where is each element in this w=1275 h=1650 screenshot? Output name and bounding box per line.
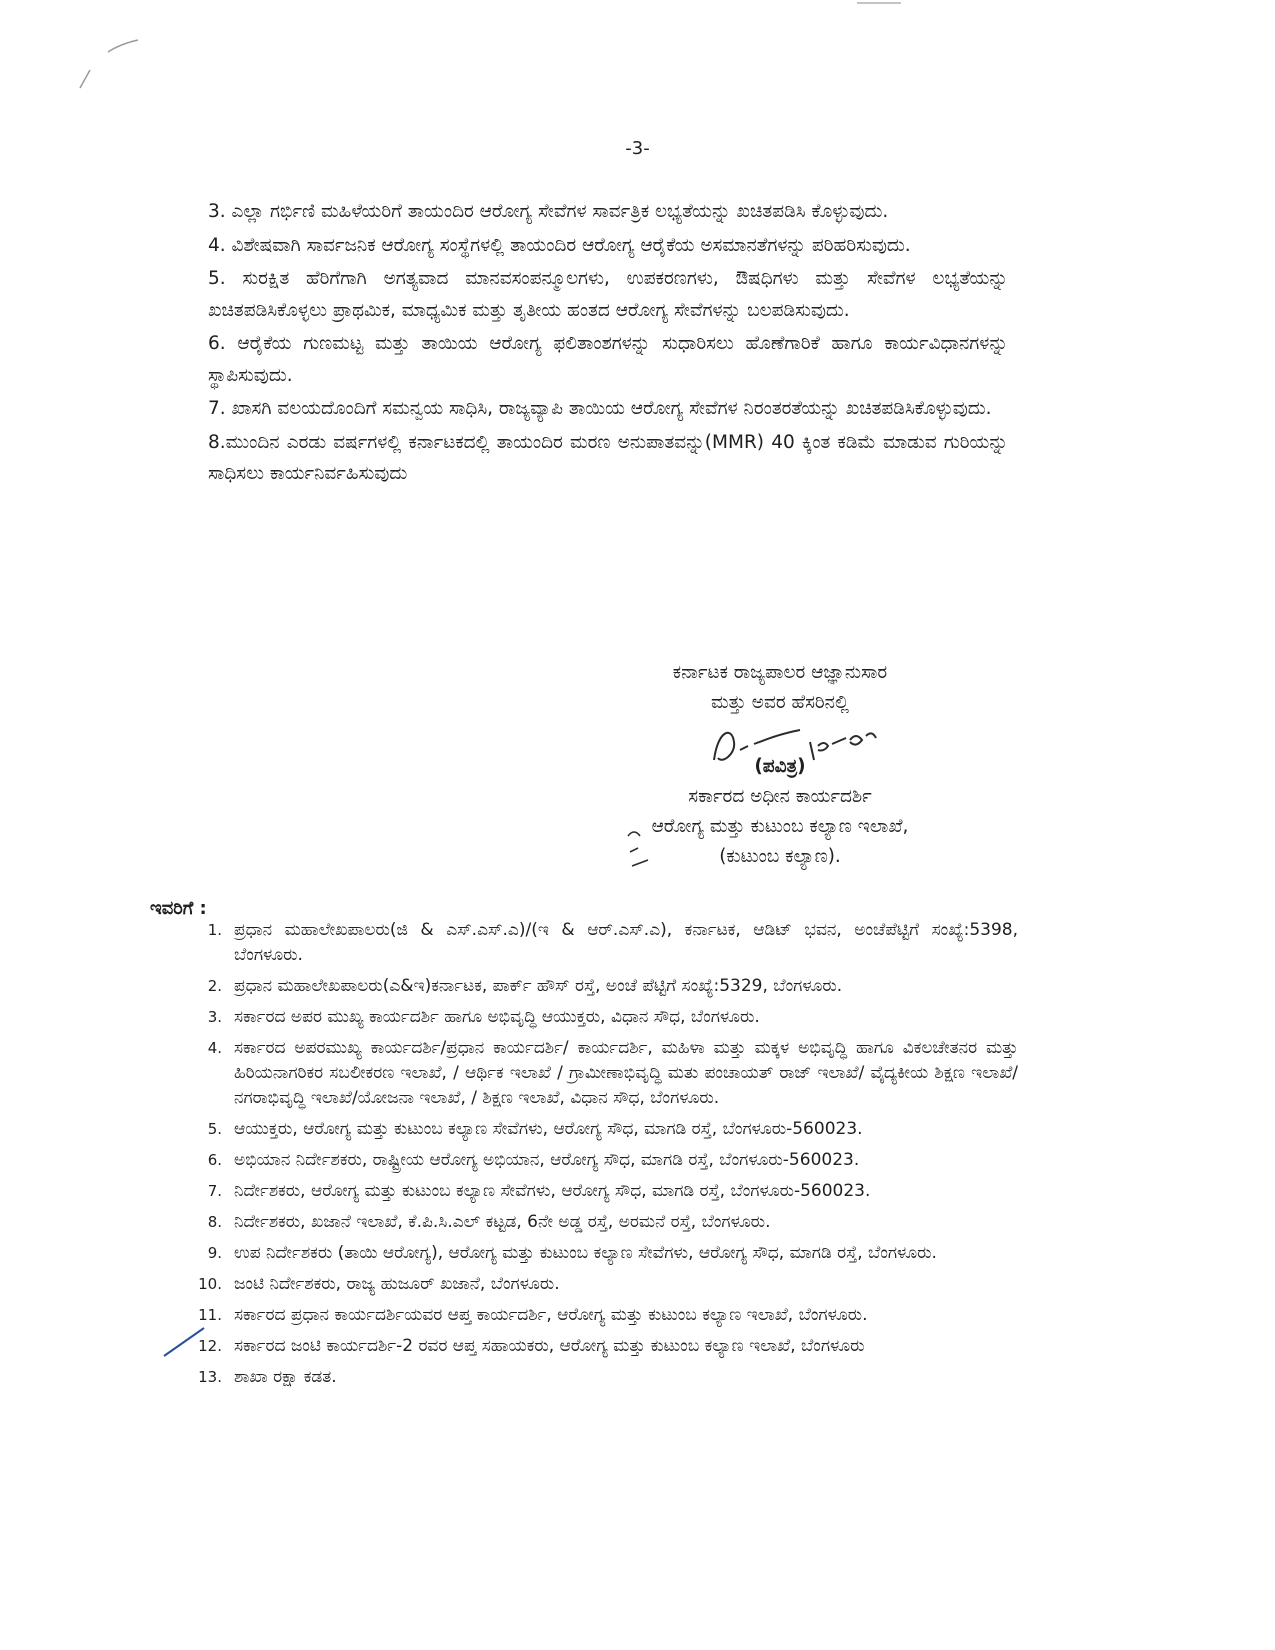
signatory-designation: ಸರ್ಕಾರದ ಅಧೀನ ಕಾರ್ಯದರ್ಶಿ [688, 786, 872, 807]
objectives-list [208, 196, 1008, 492]
initials-scribble-icon [622, 822, 662, 872]
list-item [180, 974, 1018, 999]
objective-item: 3. ಎಲ್ಲಾ ಗರ್ಭಿಣಿ ಮಹಿಳೆಯರಿಗೆ ತಾಯಂದಿರ ಆರೋಗ್ಯ ಸೇವೆಗಳ ಸಾರ್ವತ್ರಿಕ ಲಭ್ಯತೆಯನ್ನು ಖಚಿತಪಡಿಸಿ ಕೊಳ್ಳುವುದು. [208, 201, 889, 222]
item-text: ಸರ್ಕಾರದ ಜಂಟಿ ಕಾರ್ಯದರ್ಶಿ-2 ರವರ ಆಪ್ತ ಸಹಾಯಕರು, ಆರೋಗ್ಯ ಮತ್ತು ಕುಟುಂಬ ಕಲ್ಯಾಣ ಇಲಾಖೆ, ಬೆಂಗಳೂರು [234, 1336, 865, 1356]
scan-mark-icon [60, 30, 150, 100]
list-item [180, 1179, 1018, 1204]
objective-item: 4. ವಿಶೇಷವಾಗಿ ಸಾರ್ವಜನಿಕ ಆರೋಗ್ಯ ಸಂಸ್ಥೆಗಳಲ್ಲಿ ತಾಯಂದಿರ ಆರೋಗ್ಯ ಆರೈಕೆಯ ಅಸಮಾನತೆಗಳನ್ನು ಪರಿಹರಿಸುವುದು. [208, 234, 911, 256]
objective-item: 8.ಮುಂದಿನ ಎರಡು ವರ್ಷಗಳಲ್ಲಿ ಕರ್ನಾಟಕದಲ್ಲಿ ತಾಯಂದಿರ ಮರಣ ಅನುಪಾತವನ್ನು(MMR) 40 ಕ್ಕಿಂತ ಕಡಿಮೆ ಮಾಡುವ ಗುರಿಯನ್ನು ಸಾಧಿಸಲು ಕಾರ್ಯನಿರ್ವಹಿಸುವುದು [208, 431, 1008, 484]
item-number: 9. [207, 1244, 222, 1262]
list-item [180, 1005, 1018, 1030]
item-text: ಉಪ ನಿರ್ದೇಶಕರು (ತಾಯಿ ಆರೋಗ್ಯ), ಆರೋಗ್ಯ ಮತ್ತು ಕುಟುಂಬ ಕಲ್ಯಾಣ ಸೇವೆಗಳು, ಆರೋಗ್ಯ ಸೌಧ, ಮಾಗಡಿ ರಸ್ತೆ, ಬೆಂಗಳೂರು. [234, 1243, 937, 1263]
item-text: ಸರ್ಕಾರದ ಅಪರಮುಖ್ಯ ಕಾರ್ಯದರ್ಶಿ/ಪ್ರಧಾನ ಕಾರ್ಯದರ್ಶಿ/ ಕಾರ್ಯದರ್ಶಿ, ಮಹಿಳಾ ಮತ್ತು ಮಕ್ಕಳ ಅಭಿವೃದ್ಧಿ ಹಾಗೂ ವಿಕಲಚೇತನರ ಮತ್ತು ಹಿರಿಯನಾಗರಿಕರ ಸಬಲೀಕರಣ ಇಲಾಖೆ, / ಆರ್ಥಿಕ ಇಲಾಖೆ / ಗ್ರಾಮೀಣಾಭಿವೃದ್ಧಿ ಮತು ಪಂಚಾಯತ್ ರಾಜ್ ಇಲಾಖೆ/ ವೈದ್ಯಕೀಯ ಶಿಕ್ಷಣ ಇಲಾಖೆ/ನಗರಾಭಿವೃದ್ಧಿ ಇಲಾಖೆ/ಯೋಜನಾ ಇಲಾಖೆ, / ಶಿಕ್ಷಣ ಇಲಾಖೆ, ವಿಧಾನ ಸೌಧ, ಬೆಂಗಳೂರು. [234, 1038, 1018, 1108]
item-number: 3. [207, 1008, 222, 1026]
item-text: ನಿರ್ದೇಶಕರು, ಖಜಾನೆ ಇಲಾಖೆ, ಕೆ.ಪಿ.ಸಿ.ಎಲ್ ಕಟ್ಟಡ, 6ನೇ ಅಡ್ಡ ರಸ್ತೆ, ಅರಮನೆ ರಸ್ತೆ, ಬೆಂಗಳೂರು. [234, 1212, 771, 1232]
list-item [180, 1241, 1018, 1266]
pen-tick-icon [160, 1322, 210, 1362]
item-text: ಸರ್ಕಾರದ ಪ್ರಧಾನ ಕಾರ್ಯದರ್ಶಿಯವರ ಆಪ್ತ ಕಾರ್ಯದರ್ಶಿ, ಆರೋಗ್ಯ ಮತ್ತು ಕುಟುಂಬ ಕಲ್ಯಾಣ ಇಲಾಖೆ, ಬೆಂಗಳೂರು. [234, 1305, 868, 1325]
list-item [180, 1117, 1018, 1142]
item-number: 13. [198, 1368, 222, 1386]
item-text: ಸರ್ಕಾರದ ಅಪರ ಮುಖ್ಯ ಕಾರ್ಯದರ್ಶಿ ಹಾಗೂ ಅಭಿವೃದ್ಧಿ ಆಯುಕ್ತರು, ವಿಧಾನ ಸೌಧ, ಬೆಂಗಳೂರು. [234, 1007, 760, 1027]
item-number: 6. [207, 1151, 222, 1169]
list-item [180, 1148, 1018, 1173]
list-item [180, 1272, 1018, 1297]
item-text: ಆಯುಕ್ತರು, ಆರೋಗ್ಯ ಮತ್ತು ಕುಟುಂಬ ಕಲ್ಯಾಣ ಸೇವೆಗಳು, ಆರೋಗ್ಯ ಸೌಧ, ಮಾಗಡಿ ರಸ್ತೆ, ಬೆಂಗಳೂರು-560023. [234, 1119, 863, 1139]
item-text: ಜಂಟಿ ನಿರ್ದೇಶಕರು, ರಾಜ್ಯ ಹುಜೂರ್ ಖಜಾನೆ, ಬೆಂಗಳೂರು. [234, 1274, 560, 1294]
item-text: ಪ್ರಧಾನ ಮಹಾಲೇಖಪಾಲರು(ಎ&ಇ)ಕರ್ನಾಟಕ, ಪಾರ್ಕ್ ಹೌಸ್ ರಸ್ತೆ, ಅಂಚೆ ಪೆಟ್ಟಿಗೆ ಸಂಖ್ಯೆ:5329, ಬೆಂಗಳೂರು. [234, 976, 843, 996]
signatory-name: (ಪವಿತ್ರ) [754, 756, 806, 777]
list-item [180, 1210, 1018, 1235]
objective-item: 7. ಖಾಸಗಿ ವಲಯದೊಂದಿಗೆ ಸಮನ್ವಯ ಸಾಧಿಸಿ, ರಾಜ್ಯವ್ಯಾಪಿ ತಾಯಿಯ ಆರೋಗ್ಯ ಸೇವೆಗಳ ನಿರಂತರತೆಯನ್ನು ಖಚಿತಪಡಿಸಿಕೊಳ್ಳುವುದು. [208, 398, 992, 419]
item-number: 12. [198, 1337, 222, 1355]
item-number: 8. [207, 1213, 222, 1231]
item-text: ಶಾಖಾ ರಕ್ಷಾ ಕಡತ. [234, 1367, 337, 1387]
objective-item: 6. ಆರೈಕೆಯ ಗುಣಮಟ್ಟ ಮತ್ತು ತಾಯಿಯ ಆರೋಗ್ಯ ಫಲಿತಾಂಶಗಳನ್ನು ಸುಧಾರಿಸಲು ಹೊಣೆಗಾರಿಕೆ ಹಾಗೂ ಕಾರ್ಯವಿಧಾನಗಳನ್ನು ಸ್ಥಾಪಿಸುವುದು. [208, 333, 1008, 386]
item-number: 7. [207, 1182, 222, 1200]
item-number: 10. [198, 1275, 222, 1293]
signatory-department: ಆರೋಗ್ಯ ಮತ್ತು ಕುಟುಂಬ ಕಲ್ಯಾಣ ಇಲಾಖೆ, [651, 816, 909, 837]
item-text: ನಿರ್ದೇಶಕರು, ಆರೋಗ್ಯ ಮತ್ತು ಕುಟುಂಬ ಕಲ್ಯಾಣ ಸೇವೆಗಳು, ಆರೋಗ್ಯ ಸೌಧ, ಮಾಗಡಿ ರಸ್ತೆ, ಬೆಂಗಳೂರು-560023. [234, 1181, 871, 1201]
list-item [180, 918, 1018, 968]
item-number: 1. [207, 921, 222, 939]
authority-line: ಕರ್ನಾಟಕ ರಾಜ್ಯಪಾಲರ ಆಜ್ಞಾನುಸಾರ [672, 662, 888, 683]
list-item [180, 1365, 1018, 1390]
list-item [180, 1036, 1018, 1111]
authority-line: ಮತ್ತು ಅವರ ಹೆಸರಿನಲ್ಲಿ [711, 692, 849, 713]
item-number: 4. [207, 1039, 222, 1057]
signatory-section: (ಕುಟುಂಬ ಕಲ್ಯಾಣ). [719, 846, 841, 867]
list-item [180, 1334, 1018, 1359]
scan-edge-icon [855, 0, 905, 8]
list-item [180, 1303, 1018, 1328]
recipients-list [180, 918, 1018, 1396]
objective-item: 5. ಸುರಕ್ಷಿತ ಹೆರಿಗೆಗಾಗಿ ಅಗತ್ಯವಾದ ಮಾನವಸಂಪನ್ಮೂಲಗಳು, ಉಪಕರಣಗಳು, ಔಷಧಿಗಳು ಮತ್ತು ಸೇವೆಗಳ ಲಭ್ಯತೆಯನ್ನು ಖಚಿತಪಡಿಸಿಕೊಳ್ಳಲು ಪ್ರಾಥಮಿಕ, ಮಾಧ್ಯಮಿಕ ಮತ್ತು ತೃತೀಯ ಹಂತದ ಆರೋಗ್ಯ ಸೇವೆಗಳನ್ನು ಬಲಪಡಿಸುವುದು. [208, 268, 1008, 321]
page-number: -3- [625, 138, 650, 159]
item-number: 11. [198, 1306, 222, 1324]
item-text: ಅಭಿಯಾನ ನಿರ್ದೇಶಕರು, ರಾಷ್ಟ್ರೀಯ ಆರೋಗ್ಯ ಅಭಿಯಾನ, ಆರೋಗ್ಯ ಸೌಧ, ಮಾಗಡಿ ರಸ್ತೆ, ಬೆಂಗಳೂರು-560023. [234, 1150, 860, 1170]
recipients-heading: ಇವರಿಗೆ : [150, 898, 207, 919]
handwritten-signature-icon [710, 720, 910, 780]
item-number: 2. [207, 977, 222, 995]
item-number: 5. [207, 1120, 222, 1138]
item-text: ಪ್ರಧಾನ ಮಹಾಲೇಖಪಾಲರು(ಜಿ & ಎಸ್.ಎಸ್.ಎ)/(ಇ & ಆರ್.ಎಸ್.ಎ), ಕರ್ನಾಟಕ, ಆಡಿಟ್ ಭವನ, ಅಂಚೆಪೆಟ್ಟಿಗೆ ಸಂಖ್ಯೆ:5398, ಬೆಂಗಳೂರು. [234, 920, 1018, 965]
